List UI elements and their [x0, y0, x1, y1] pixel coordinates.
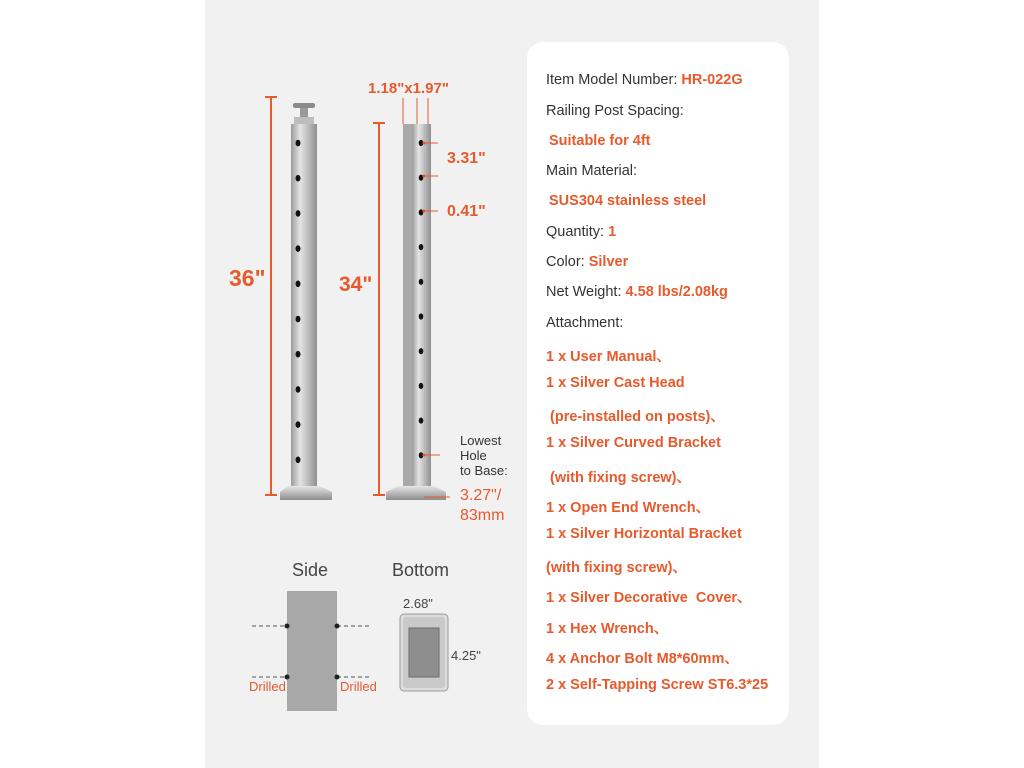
list-item: 1 x Silver Curved Bracket — [546, 435, 721, 451]
list-item: (with fixing screw)、 — [546, 470, 692, 486]
spec-attachment-label: Attachment: — [546, 315, 624, 331]
drilled-hole — [296, 281, 301, 288]
drilled-hole — [296, 210, 301, 217]
drilled-hole — [419, 418, 424, 424]
spec-weight: Net Weight: 4.58 lbs/2.08kg — [546, 284, 728, 300]
list-item: (with fixing screw)、 — [546, 560, 687, 576]
drilled-hole — [296, 351, 301, 358]
side-view-title: Side — [292, 560, 329, 580]
drilled-left-label: Drilled — [249, 679, 286, 694]
post-with-head — [280, 103, 332, 500]
lowest-hole-label: Lowest Hole to Base: — [460, 433, 508, 478]
drilled-hole — [419, 279, 424, 285]
spec-quantity: Quantity: 1 — [546, 224, 617, 240]
lowest-hole-value: 3.27"/ 83mm — [460, 487, 505, 524]
drilled-hole — [296, 457, 301, 464]
base-width-label: 2.68" — [403, 596, 433, 611]
drilled-hole — [296, 421, 301, 428]
post-size-label: 1.18"x1.97" — [368, 80, 449, 97]
drilled-hole — [419, 348, 424, 354]
list-item: 1 x User Manual、 — [546, 349, 671, 365]
hole-spacing-label: 3.31" — [447, 150, 486, 167]
spec-spacing-label: Railing Post Spacing: — [546, 103, 684, 119]
drilled-hole — [296, 175, 301, 182]
spec-material-label: Main Material: — [546, 163, 638, 179]
drilled-right-label: Drilled — [340, 679, 377, 694]
height-36-label: 36" — [229, 265, 266, 291]
drilled-hole — [296, 140, 301, 147]
list-item: 1 x Silver Decorative Cover、 — [546, 590, 752, 606]
spec-spacing-value: Suitable for 4ft — [549, 133, 651, 149]
drilled-hole — [296, 245, 301, 252]
bottom-view-title: Bottom — [392, 560, 450, 580]
drilled-hole — [296, 316, 301, 323]
list-item: (pre-installed on posts)、 — [546, 409, 725, 425]
list-item: 1 x Silver Cast Head — [546, 375, 685, 391]
bottom-view-drawing — [400, 614, 448, 691]
drilled-hole — [419, 209, 424, 215]
drilled-hole — [419, 383, 424, 389]
list-item: 2 x Self-Tapping Screw ST6.3*25 — [546, 677, 769, 693]
list-item: 1 x Hex Wrench、 — [546, 621, 669, 637]
spec-model: Item Model Number: HR-022G — [546, 72, 743, 88]
height-34-label: 34" — [339, 273, 373, 296]
base-length-label: 4.25" — [451, 648, 481, 663]
spec-color: Color: Silver — [546, 254, 629, 270]
drilled-hole — [419, 313, 424, 319]
list-item: 1 x Open End Wrench、 — [546, 500, 711, 516]
spec-material-value: SUS304 stainless steel — [549, 193, 707, 209]
post-without-head — [386, 124, 446, 500]
drilled-hole — [419, 244, 424, 250]
list-item: 4 x Anchor Bolt M8*60mm、 — [546, 651, 739, 667]
hole-diameter-label: 0.41" — [447, 203, 486, 220]
drilled-hole — [296, 386, 301, 393]
list-item: 1 x Silver Horizontal Bracket — [546, 526, 742, 542]
